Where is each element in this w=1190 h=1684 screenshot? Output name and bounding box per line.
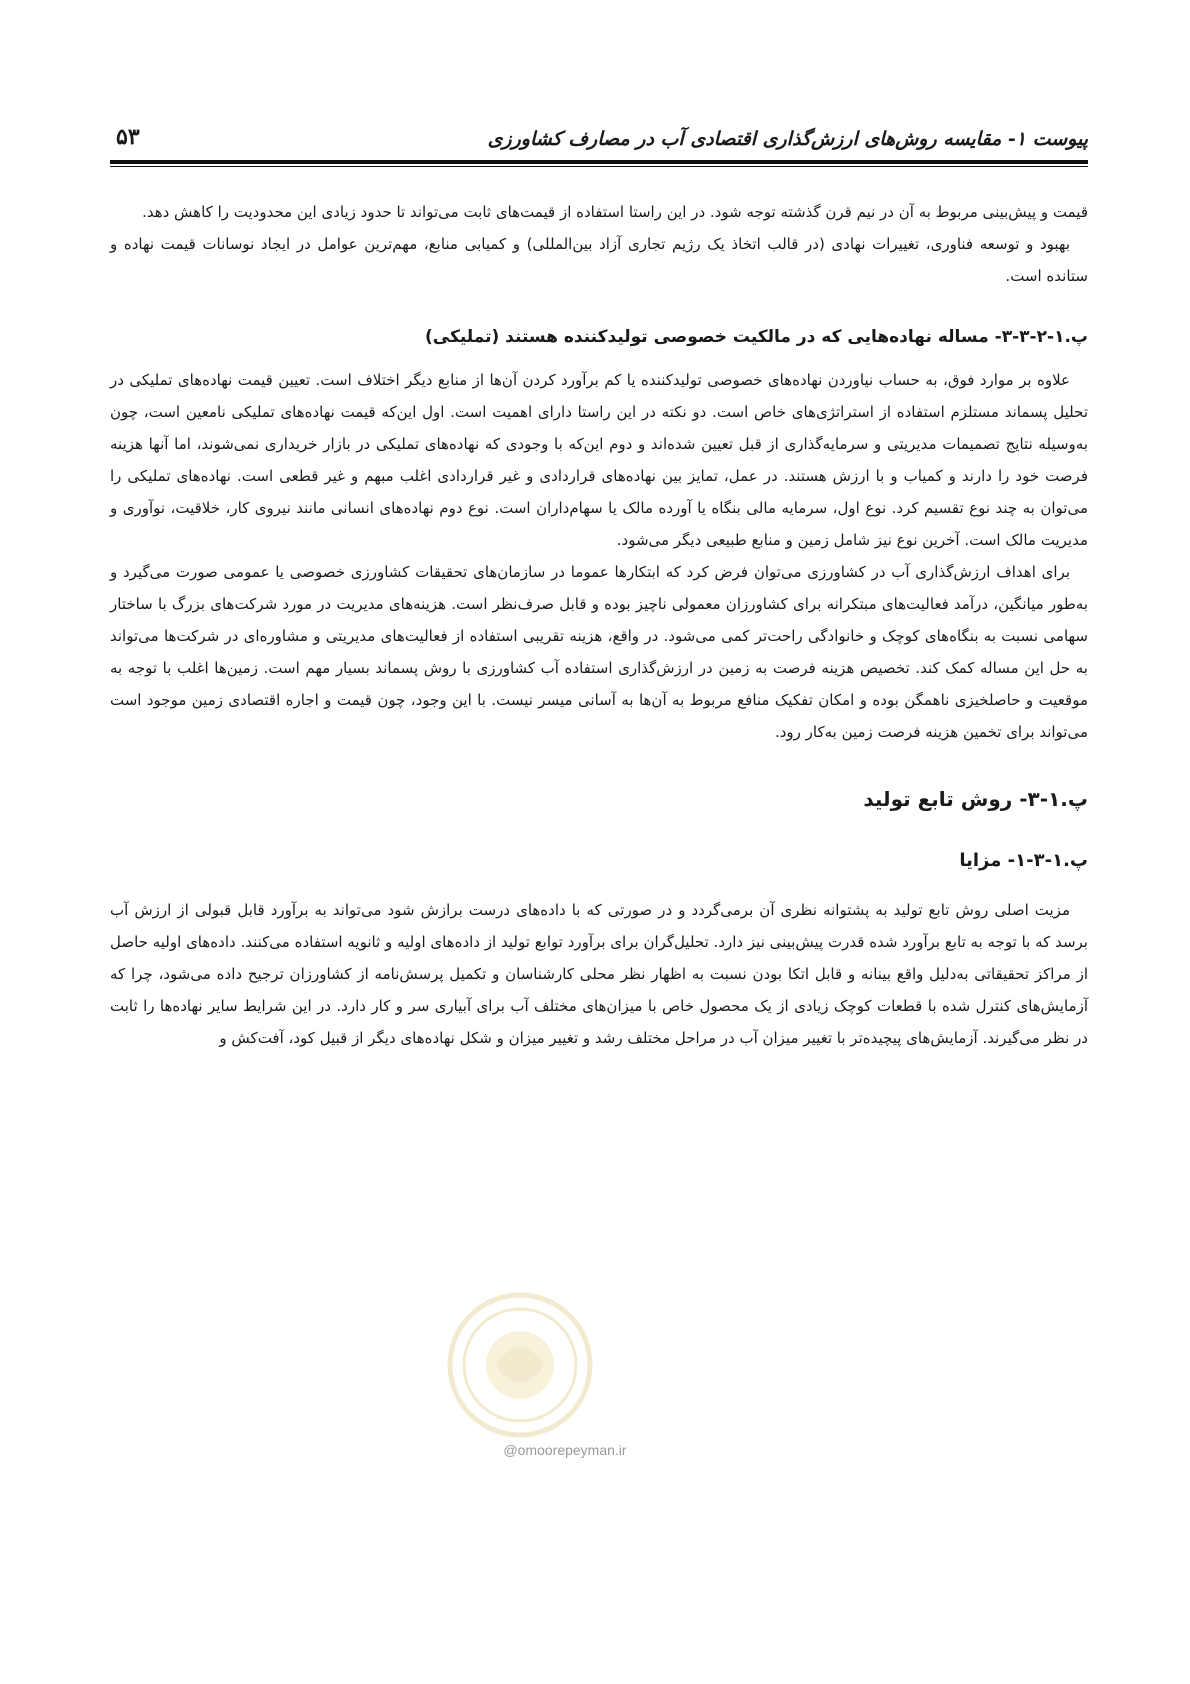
paragraph: برای اهداف ارزش‌گذاری آب در کشاورزی می‌توان فرض کرد که ابتکارها عموما در سازمان‌های تحقیقات کشاورزی خصوصی یا عمومی صورت می‌گیرد و به‌طور میانگین، درآمد فعالیت‌های مبتکرانه برای کشاورزان معمولی ناچیز بوده و قابل صرف‌نظر است. هزینه‌های مدیریت در مورد شرکت‌های بزرگ با ساختار سهامی نسبت به بنگاه‌های کوچک و خانوادگی راحت‌تر کمی می‌شود. در واقع، هزینه تقریبی استفاده از فعالیت‌های مدیریتی و مشاوره‌ای در شرکت‌ها می‌تواند به حل این مساله کمک کند. تخصیص هزینه فرصت به زمین در ارزش‌گذاری استفاده آب کشاورزی با روش پسماند بسیار مهم است. زمین‌ها اغلب با توجه به موقعیت و حاصلخیزی ناهمگن بوده و امکان تفکیک منافع مربوط به آن‌ها به آسانی میسر نیست. با این وجود، چون قیمت و اجاره اقتصادی زمین موجود است می‌تواند برای تخمین هزینه فرصت زمین به‌کار رود. xyxy=(110,563,1088,741)
watermark-seal xyxy=(445,1290,595,1440)
running-title: پیوست ۱- مقایسه روش‌های ارزش‌گذاری اقتصادی آب در مصارف کشاورزی xyxy=(487,128,1088,150)
paragraph: قیمت و پیش‌بینی مربوط به آن در نیم قرن گذشته توجه شود. در این راستا استفاده از قیمت‌های ثابت می‌تواند تا حدود زیادی این محدودیت را کاهش دهد. xyxy=(142,203,1088,221)
page-header xyxy=(110,118,1088,154)
header-rule-thin xyxy=(110,166,1088,167)
subsection-heading: پ.۱-۳-۱- مزایا xyxy=(959,850,1088,871)
paragraph: علاوه بر موارد فوق، به حساب نیاوردن نهاده‌های خصوصی تولیدکننده یا کم برآورد کردن آن‌ها از منابع دیگر اختلاف است. تعیین قیمت نهاده‌های تملیکی در تحلیل پسماند مستلزم استفاده از استراتژی‌های خاص است. دو نکته در این راستا دارای اهمیت است. اول این‌که قیمت نهاده‌های تملیکی نامعین است، چون به‌وسیله نتایج تصمیمات مدیریتی و سرمایه‌گذاری از قبل تعیین شده‌اند و دوم این‌که با وجودی که نهاده‌های تملیکی در بازار خریداری نمی‌شوند، اما آنها هزینه فرصت خود را دارند و کمیاب و با ارزش هستند. در عمل، تمایز بین نهاده‌های قراردادی و غیر قراردادی اغلب مبهم و غیر قطعی است. نهاده‌های تملیکی را می‌توان به چند نوع تقسیم کرد. نوع اول، سرمایه مالی بنگاه یا آورده مالک یا سهام‌داران است. نوع دوم نهاده‌های انسانی مانند نیروی کار، خلاقیت، نوآوری و مدیریت مالک است. آخرین نوع نیز شامل زمین و منابع طبیعی دیگر می‌شود. xyxy=(110,371,1088,549)
paragraph: مزیت اصلی روش تابع تولید به پشتوانه نظری آن برمی‌گردد و در صورتی که با داده‌های درست برازش شود می‌تواند به برآورد قابل قبولی از ارزش آب برسد که با توجه به تابع برآورد شده قدرت پیش‌بینی نیز دارد. تحلیل‌گران برای برآورد توابع تولید از داده‌های اولیه و ثانویه استفاده می‌کنند. داده‌های اولیه حاصل از مراکز تحقیقاتی به‌دلیل واقع بینانه و قابل اتکا بودن نسبت به اظهار نظر محلی کارشناسان و تکمیل پرسش‌نامه از کشاورزان ترجیح داده می‌شود، چرا که آزمایش‌های کنترل شده با قطعات کوچک زیادی از یک محصول خاص با میزان‌های مختلف آب برای آبیاری سر و کار دارد. در این شرایط سایر نهاده‌ها را ثابت در نظر می‌گیرند. آزمایش‌های پیچیده‌تر با تغییر میزان آب در مراحل مختلف رشد و تغییر میزان و شکل نهاده‌های دیگر از قبیل کود، آفت‌کش و xyxy=(110,901,1088,1047)
watermark-text: @omoorepeyman.ir xyxy=(503,1442,627,1458)
header-rule-thick xyxy=(110,160,1088,164)
page-number: ۵۳ xyxy=(116,124,140,150)
section-heading: پ.۱-۲-۳-۳- مساله نهاده‌هایی که در مالکیت خصوصی تولیدکننده هستند (تملیکی) xyxy=(424,327,1088,347)
section-heading: پ.۱-۳- روش تابع تولید xyxy=(863,787,1088,811)
page-body xyxy=(110,196,1088,1054)
paragraph: بهبود و توسعه فناوری، تغییرات نهادی (در قالب اتخاذ یک رژیم تجاری آزاد بین‌المللی) و کمیابی منابع، مهم‌ترین عوامل در ایجاد نوسانات قیمت نهاده و ستانده است. xyxy=(110,235,1088,285)
